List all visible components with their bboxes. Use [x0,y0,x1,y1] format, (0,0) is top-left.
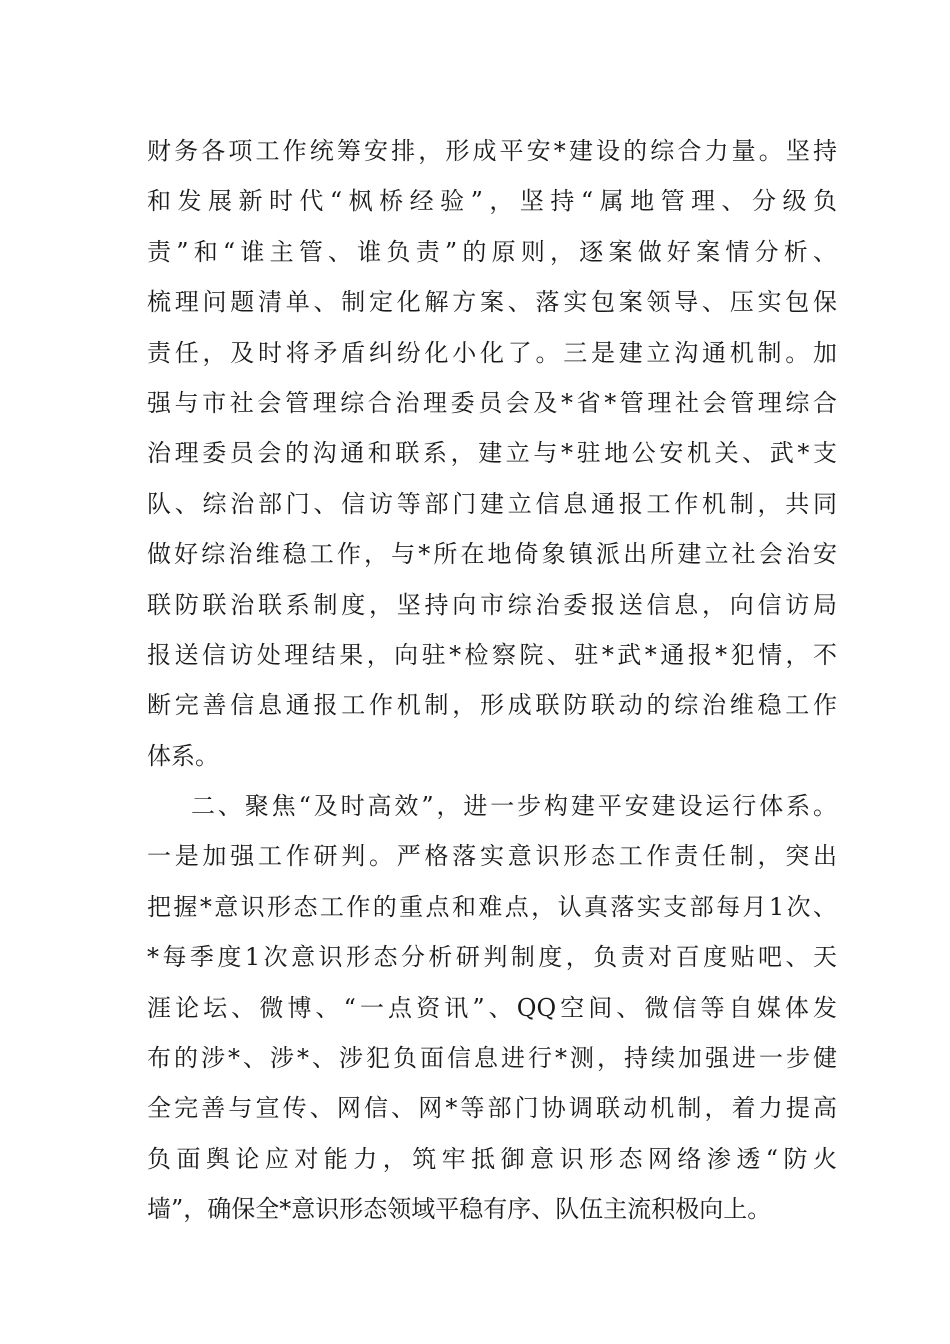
text-line: 财务各项工作统筹安排，形成平安*建设的综合力量。坚持 [147,137,837,165]
text-line: 墙”，确保全*意识形态领域平稳有序、队伍主流积极向上。 [147,1195,772,1224]
text-line: 涯论坛、微博、“一点资讯”、QQ空间、微信等自媒体发 [147,993,837,1022]
text-line: 队、综治部门、信访等部门建立信息通报工作机制，共同 [147,489,837,518]
paragraph-end-line: 体系。 [147,741,219,770]
text-line: 负面舆论应对能力，筑牢抵御意识形态网络渗透“防火 [147,1144,837,1173]
section-heading-line: 二、聚焦“及时高效”，进一步构建平安建设运行体系。 [191,792,837,821]
text-line: 责任，及时将矛盾纠纷化小化了。三是建立沟通机制。加 [147,338,837,367]
text-line: 和发展新时代“枫桥经验”，坚持“属地管理、分级负 [147,187,837,216]
text-line: 报送信访处理结果，向驻*检察院、驻*武*通报*犯情，不 [147,640,837,669]
text-line: 把握*意识形态工作的重点和难点，认真落实支部每月1次、 [147,892,837,921]
text-line: 强与市社会管理综合治理委员会及*省*管理社会管理综合 [147,388,837,417]
text-line: 做好综治维稳工作，与*所在地倚象镇派出所建立社会治安 [147,540,837,569]
text-line: 治理委员会的沟通和联系，建立与*驻地公安机关、武*支 [147,439,837,468]
text-line: 联防联治联系制度，坚持向市综治委报送信息，向信访局 [147,590,837,619]
text-line: 全完善与宣传、网信、网*等部门协调联动机制，着力提高 [147,1094,837,1123]
text-line: 布的涉*、涉*、涉犯负面信息进行*测，持续加强进一步健 [147,1044,837,1073]
text-line: *每季度1次意识形态分析研判制度，负责对百度贴吧、天 [147,943,837,972]
text-line: 一是加强工作研判。严格落实意识形态工作责任制，突出 [147,842,837,871]
document-body [147,126,837,1235]
text-line: 断完善信息通报工作机制，形成联防联动的综治维稳工作 [147,691,837,720]
text-line: 责”和“谁主管、谁负责”的原则，逐案做好案情分析、 [147,237,837,266]
text-line: 梳理问题清单、制定化解方案、落实包案领导、压实包保 [147,288,837,317]
